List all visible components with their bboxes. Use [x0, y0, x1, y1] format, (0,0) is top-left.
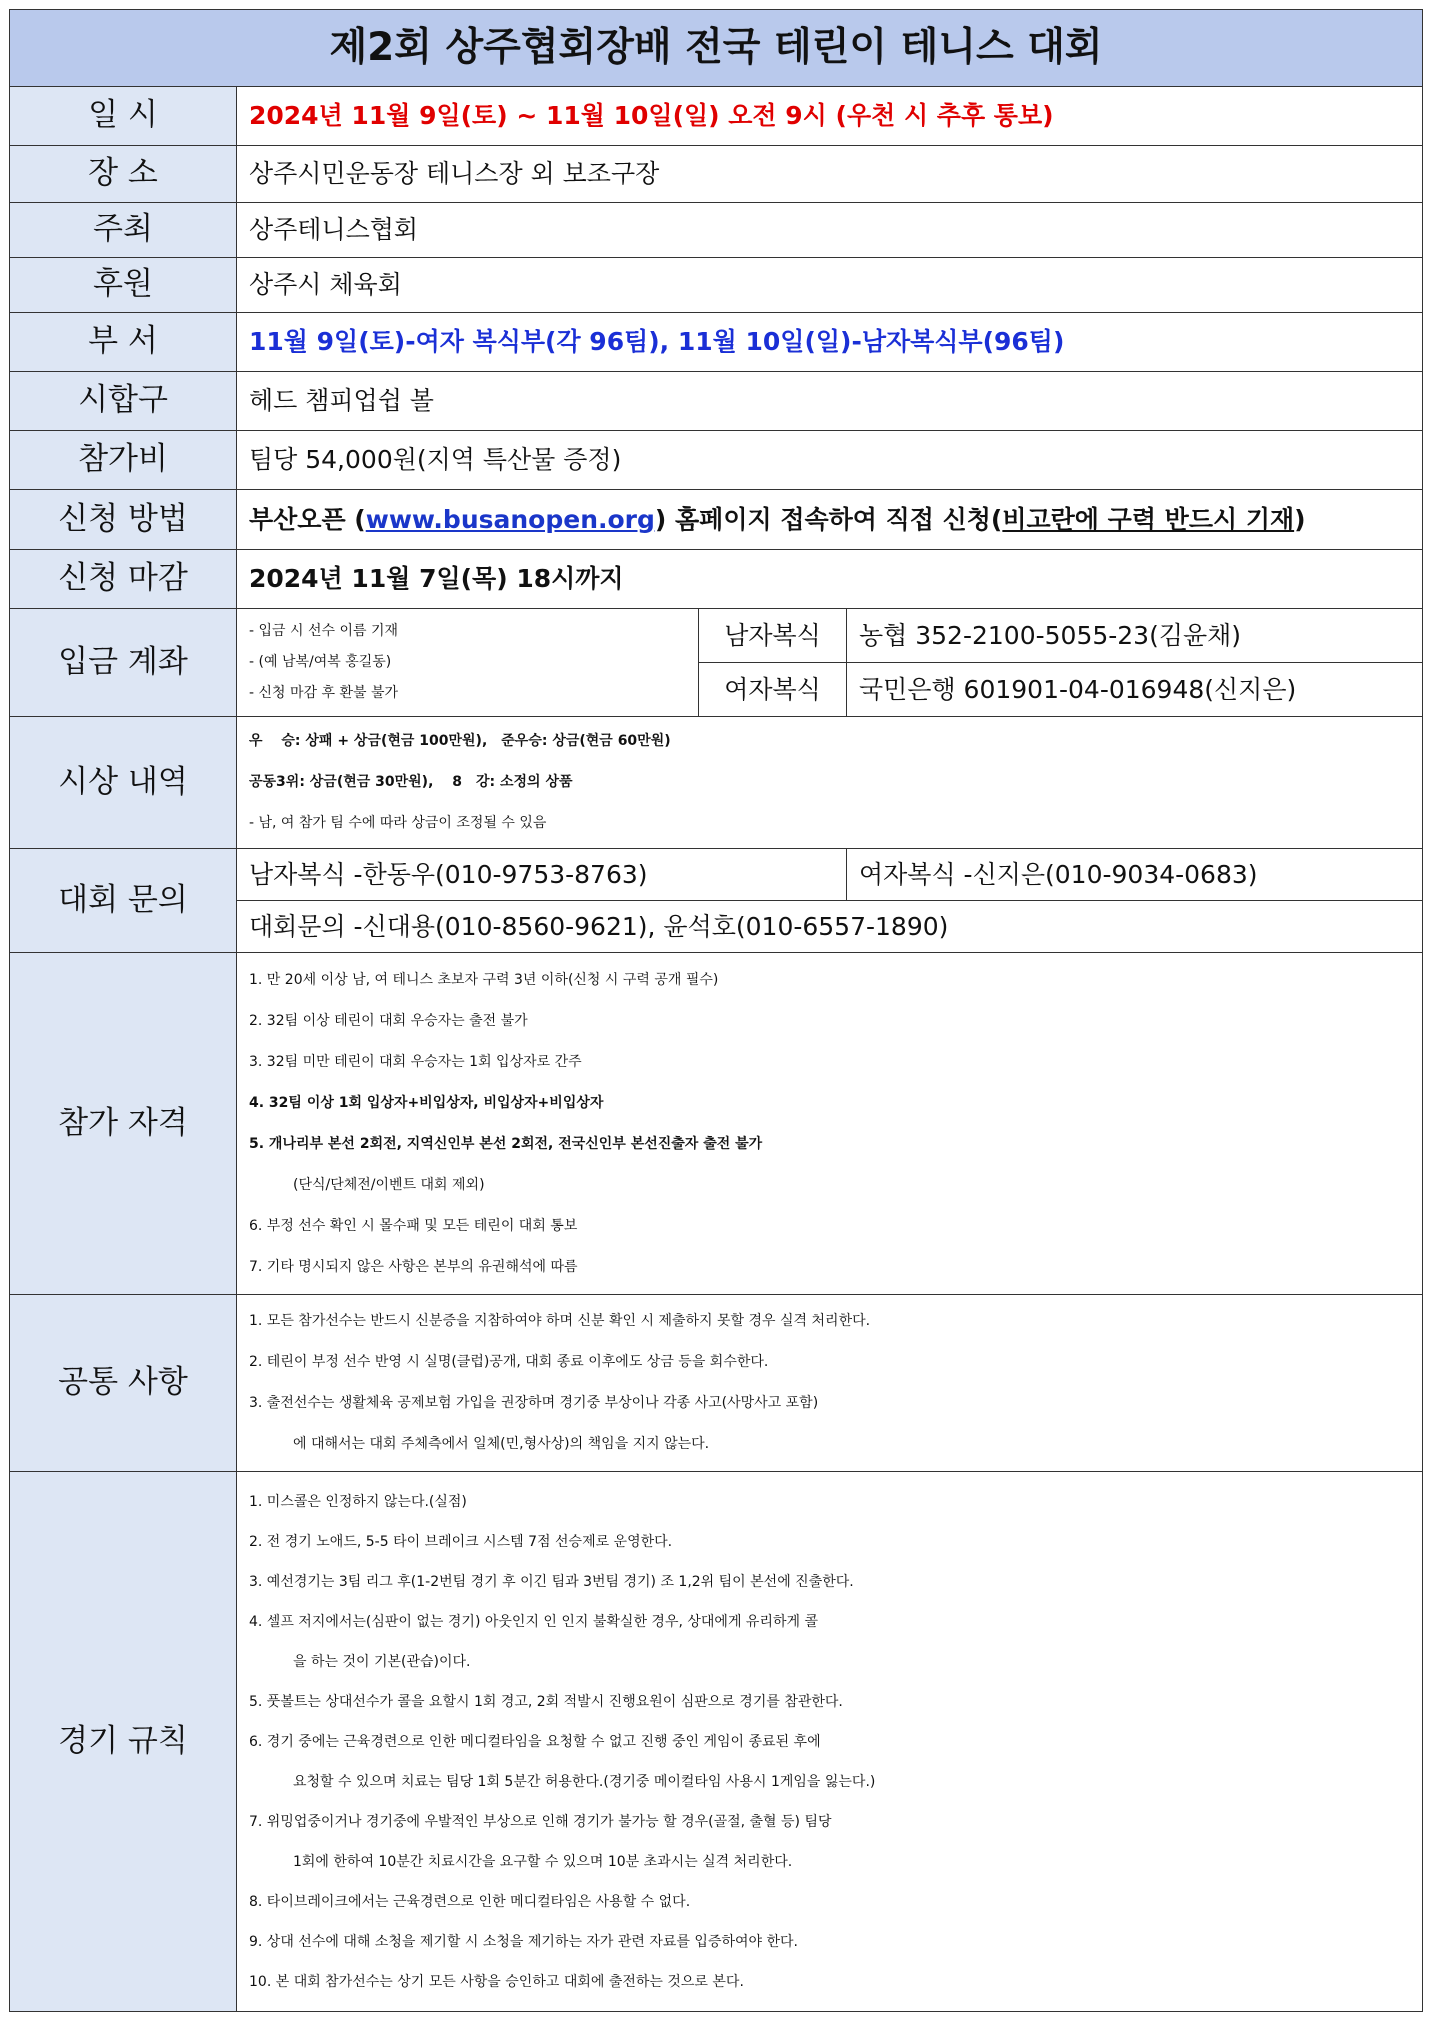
inquiry-men: 남자복식 -한동우(010-9753-8763) — [237, 849, 847, 901]
account-note: - 신청 마감 후 환불 불가 — [249, 685, 399, 701]
common-item: 3. 출전선수는 생활체육 공제보험 가입을 권장하며 경기중 부상이나 각종 사고(사망사고 포함) — [249, 1395, 819, 1411]
account-type-men: 남자복식 — [699, 609, 847, 663]
inquiry-general: 대회문의 -신대용(010-8560-9621), 윤석호(010-6557-1890) — [237, 901, 1423, 953]
account-info-women: 국민은행 601901-04-016948(신지은) — [847, 663, 1423, 717]
apply-suffix: ) — [1294, 504, 1306, 534]
rule-item: 을 하는 것이 기본(관습)이다. — [293, 1653, 471, 1670]
apply-note: 비고란에 구력 반드시 기재 — [1002, 504, 1295, 534]
eligibility-label: 참가 자격 — [10, 953, 237, 1295]
rules-list — [237, 1472, 1423, 2012]
rule-item: 6. 경기 중에는 근육경련으로 인한 메디컬타임을 요청할 수 없고 진행 중인 게임이 종료된 후에 — [249, 1733, 821, 1750]
venue-value: 상주시민운동장 테니스장 외 보조구장 — [237, 146, 1423, 203]
eligibility-item: 1. 만 20세 이상 남, 여 테니스 초보자 구력 3년 이하(신청 시 구력 공개 필수) — [249, 971, 719, 988]
rules-label: 경기 규칙 — [10, 1472, 237, 2012]
account-note: - (예 남복/여복 홍길동) — [249, 654, 392, 670]
eligibility-item: 7. 기타 명시되지 않은 사항은 본부의 유권해석에 따름 — [249, 1258, 578, 1275]
eligibility-item: 2. 32팀 이상 테린이 대회 우승자는 출전 불가 — [249, 1012, 528, 1029]
eligibility-item: 3. 32팀 미만 테린이 대회 우승자는 1회 입상자로 간주 — [249, 1053, 582, 1070]
eligibility-item: 6. 부정 선수 확인 시 몰수패 및 모든 테린이 대회 통보 — [249, 1217, 578, 1234]
deadline-value: 2024년 11월 7일(목) 18시까지 — [237, 550, 1423, 609]
common-list — [237, 1295, 1423, 1472]
prize-line: 우 승: 상패 + 상금(현금 100만원), 준우승: 상금(현금 60만원) — [249, 733, 671, 749]
prizes-label: 시상 내역 — [10, 717, 237, 849]
rule-item: 8. 타이브레이크에서는 근육경련으로 인한 메디컬타임은 사용할 수 없다. — [249, 1893, 691, 1910]
common-item: 에 대해서는 대회 주체측에서 일체(민,형사상)의 책임을 지지 않는다. — [293, 1436, 710, 1452]
prize-note: - 남, 여 참가 팀 수에 따라 상금이 조정될 수 있음 — [249, 815, 547, 831]
apply-label: 신청 방법 — [10, 490, 237, 550]
host-label: 주최 — [10, 203, 237, 258]
sponsor-value: 상주시 체육회 — [237, 258, 1423, 313]
account-type-women: 여자복식 — [699, 663, 847, 717]
ball-label: 시합구 — [10, 372, 237, 431]
division-label: 부 서 — [10, 313, 237, 372]
ball-value: 헤드 챔피업쉽 볼 — [237, 372, 1423, 431]
rule-item: 3. 예선경기는 3팀 리그 후(1-2번팀 경기 후 이긴 팀과 3번팀 경기) 조 1,2위 팀이 본선에 진출한다. — [249, 1573, 854, 1590]
apply-value — [237, 490, 1423, 550]
busanopen-link[interactable]: www.busanopen.org — [365, 504, 655, 534]
prizes-value — [237, 717, 1423, 849]
common-item: 1. 모든 참가선수는 반드시 신분증을 지참하여야 하며 신분 확인 시 제출하지 못할 경우 실격 처리한다. — [249, 1313, 871, 1329]
rule-item: 요청할 수 있으며 치료는 팀당 1회 5분간 허용한다.(경기중 메이컬타임 사용시 1게임을 잃는다.) — [293, 1773, 876, 1790]
rule-item: 7. 위밍업중이거나 경기중에 우발적인 부상으로 인해 경기가 불가능 할 경우(골절, 출혈 등) 팀당 — [249, 1813, 832, 1830]
rule-item: 1. 미스콜은 인정하지 않는다.(실점) — [249, 1493, 467, 1510]
account-label: 입금 계좌 — [10, 609, 237, 717]
eligibility-item: 5. 개나리부 본선 2회전, 지역신인부 본선 2회전, 전국신인부 본선진출자 출전 불가 — [249, 1135, 763, 1152]
host-value: 상주테니스협회 — [237, 203, 1423, 258]
division-value: 11월 9일(토)-여자 복식부(각 96팀), 11월 10일(일)-남자복식부(96팀) — [237, 313, 1423, 372]
eligibility-item: (단식/단체전/이벤트 대회 제외) — [293, 1176, 485, 1193]
rule-item: 5. 풋볼트는 상대선수가 콜을 요할시 1회 경고, 2회 적발시 진행요원이 심판으로 경기를 참관한다. — [249, 1693, 843, 1710]
venue-label: 장 소 — [10, 146, 237, 203]
common-label: 공통 사항 — [10, 1295, 237, 1472]
eligibility-list — [237, 953, 1423, 1295]
inquiry-label: 대회 문의 — [10, 849, 237, 953]
rule-item: 1회에 한하여 10분간 치료시간을 요구할 수 있으며 10분 초과시는 실격 처리한다. — [293, 1853, 793, 1870]
fee-label: 참가비 — [10, 431, 237, 490]
rule-item: 4. 셀프 저지에서는(심판이 없는 경기) 아웃인지 인 인지 불확실한 경우, 상대에게 유리하게 콜 — [249, 1613, 818, 1630]
rule-item: 10. 본 대회 참가선수는 상기 모든 사항을 승인하고 대회에 출전하는 것으로 본다. — [249, 1973, 744, 1990]
date-value: 2024년 11월 9일(토) ~ 11월 10일(일) 오전 9시 (우천 시 추후 통보) — [237, 87, 1423, 146]
sponsor-label: 후원 — [10, 258, 237, 313]
rule-item: 9. 상대 선수에 대해 소청을 제기할 시 소청을 제기하는 자가 관련 자료를 입증하여야 한다. — [249, 1933, 798, 1950]
apply-prefix: 부산오픈 ( — [249, 504, 366, 534]
tournament-info-table — [9, 9, 1423, 2012]
eligibility-item: 4. 32팀 이상 1회 입상자+비입상자, 비입상자+비입상자 — [249, 1094, 604, 1111]
prize-line: 공동3위: 상금(현금 30만원), 8 강: 소정의 상품 — [249, 774, 573, 790]
inquiry-women: 여자복식 -신지은(010-9034-0683) — [847, 849, 1423, 901]
rule-item: 2. 전 경기 노애드, 5-5 타이 브레이크 시스템 7점 선승제로 운영한다. — [249, 1533, 673, 1550]
account-info-men: 농협 352-2100-5055-23(김윤채) — [847, 609, 1423, 663]
fee-value: 팀당 54,000원(지역 특산물 증정) — [237, 431, 1423, 490]
common-item: 2. 테린이 부정 선수 반영 시 실명(클럽)공개, 대회 종료 이후에도 상금 등을 회수한다. — [249, 1354, 769, 1370]
account-notes — [237, 609, 699, 717]
apply-mid: ) 홈페이지 접속하여 직접 신청( — [654, 504, 1003, 534]
page-title: 제2회 상주협회장배 전국 테린이 테니스 대회 — [10, 10, 1423, 87]
account-note: - 입금 시 선수 이름 기재 — [249, 623, 399, 639]
deadline-label: 신청 마감 — [10, 550, 237, 609]
date-label: 일 시 — [10, 87, 237, 146]
